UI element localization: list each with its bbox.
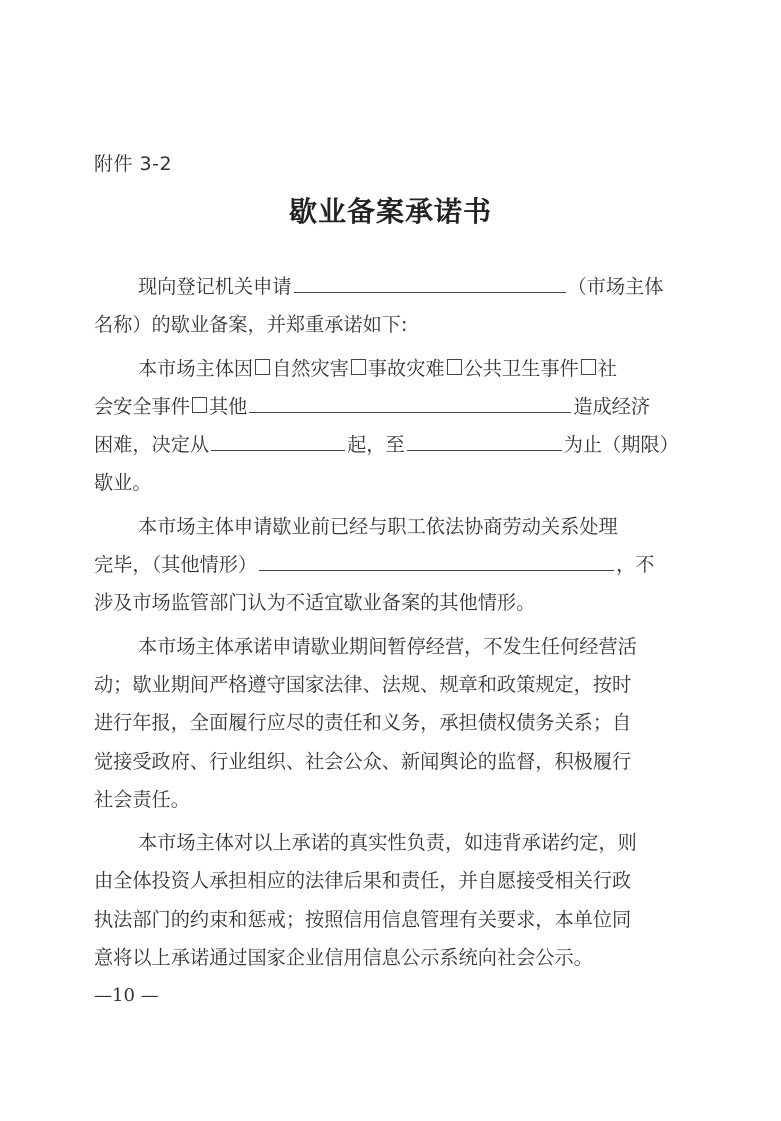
text: 社会责任。: [94, 787, 190, 811]
page-number: —10 —: [94, 985, 159, 1006]
checkbox-other[interactable]: [192, 397, 207, 413]
text: 本市场主体申请歇业前已经与职工依法协商劳动关系处理: [138, 514, 618, 538]
text: 困难，决定从: [94, 433, 210, 457]
entity-name-blank[interactable]: [294, 268, 566, 293]
p2-line4: [94, 464, 688, 502]
p5-line2: [94, 862, 688, 900]
attachment-label: 附件 3-2: [94, 153, 173, 175]
option-label: 公共卫生事件: [463, 356, 579, 380]
p5-line3: [94, 901, 688, 939]
checkbox-social-security[interactable]: [581, 359, 596, 375]
start-date-blank[interactable]: [211, 426, 345, 451]
text: 本市场主体承诺申请歇业期间暂停经营，不发生任何经营活: [138, 634, 637, 658]
p4-line5: [94, 781, 688, 819]
text: 觉接受政府、行业组织、社会公众、新闻舆论的监督，积极履行: [94, 749, 632, 773]
text: 动；歇业期间严格遵守国家法律、法规、规章和政策规定，按时: [94, 672, 632, 696]
p3-line1: [94, 508, 688, 546]
p5-line4: [94, 939, 688, 977]
text: 进行年报，全面履行应尽的责任和义务，承担债权债务关系；自: [94, 711, 632, 735]
end-date-blank[interactable]: [407, 426, 562, 451]
p3-line2: [94, 546, 688, 584]
text: 起，至: [347, 433, 405, 457]
text: ，不: [616, 553, 655, 577]
option-label: 其他: [208, 394, 248, 418]
p3-line3: [94, 584, 688, 622]
p5-line1: [94, 824, 688, 862]
p4-line3: [94, 704, 688, 742]
p4-line4: [94, 743, 688, 781]
text: 造成经济: [573, 394, 651, 418]
checkbox-public-health[interactable]: [447, 359, 462, 375]
other-reason-blank[interactable]: [249, 388, 571, 413]
text: 执法部门的约束和惩戒；按照信用信息管理有关要求，本单位同: [94, 907, 632, 931]
p2-line1: [94, 350, 688, 388]
checkbox-accident-disaster[interactable]: [351, 359, 366, 375]
option-label: 自然灾害: [272, 356, 349, 380]
text: 涉及市场监管部门认为不适宜歇业备案的其他情形。: [94, 591, 536, 615]
p2-line3: [94, 426, 688, 464]
document-title: 歇业备案承诺书: [288, 195, 492, 228]
p2-line2: [94, 388, 688, 426]
text: （市场主体: [567, 275, 664, 298]
option-label: 事故灾难: [367, 356, 445, 380]
text: 名称）的歇业备案，并郑重承诺如下:: [94, 313, 408, 337]
option-label: 社: [597, 356, 617, 380]
text: 完毕，（其他情形）: [94, 553, 258, 577]
text: 由全体投资人承担相应的法律后果和责任，并自愿接受相关行政: [94, 869, 632, 893]
p1-line1: [94, 268, 688, 306]
p4-line2: [94, 666, 688, 704]
text: 本市场主体对以上承诺的真实性负责，如违背承诺约定，则: [138, 831, 637, 855]
text: 现向登记机关申请: [138, 275, 292, 298]
p1-line2: [94, 306, 688, 344]
text: 本市场主体因: [138, 356, 254, 380]
p4-line1: [94, 628, 688, 666]
text: 为止（期限）: [563, 433, 679, 457]
text: 歇业。: [94, 471, 152, 495]
text: 意将以上承诺通过国家企业信用信息公示系统向社会公示。: [94, 946, 593, 970]
document-body: [94, 268, 688, 977]
option-label: 会安全事件: [94, 394, 190, 418]
other-situation-blank[interactable]: [259, 546, 614, 571]
checkbox-natural-disaster[interactable]: [255, 359, 270, 375]
